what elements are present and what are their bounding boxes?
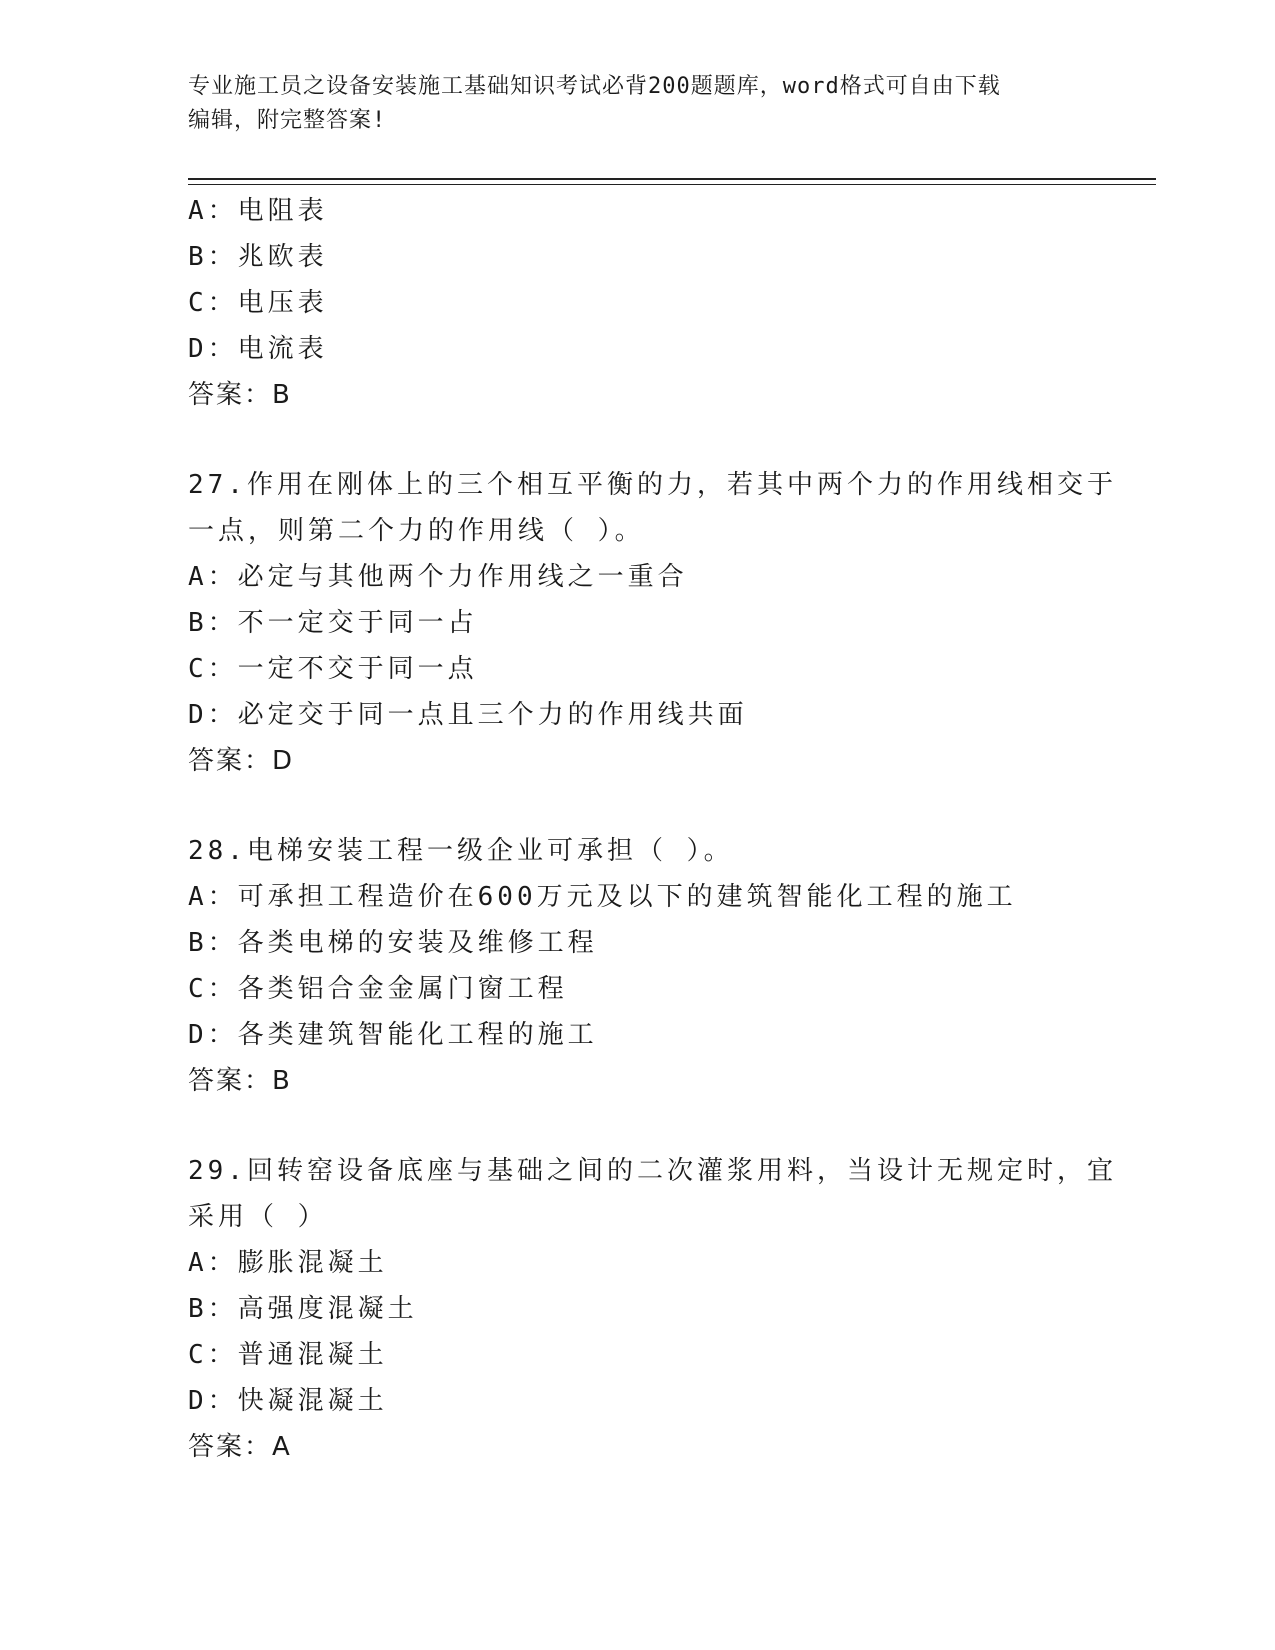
option-c: C：电压表 [188,288,328,318]
question-28 [188,828,1088,1104]
option-a: A：可承担工程造价在600万元及以下的建筑智能化工程的施工 [188,882,1017,912]
header-rule-thick [188,178,1156,180]
question-text-line-2: 采用（ ） [188,1202,328,1232]
question-spacer [188,784,1088,828]
option-c: C：普通混凝土 [188,1340,388,1370]
question-29 [188,1148,1117,1470]
question-27 [188,462,1117,784]
answer: 答案：D [188,746,295,776]
answer: 答案：B [188,380,292,410]
question-spacer [188,1104,1088,1148]
question-text-line-1: 28.电梯安装工程一级企业可承担（ ）。 [188,836,734,866]
header-title-line-2: 编辑，附完整答案! [188,108,387,133]
option-b: B：兆欧表 [188,242,328,272]
option-b: B：不一定交于同一占 [188,608,478,638]
document-header [188,70,1088,138]
option-a: A：膨胀混凝土 [188,1248,388,1278]
header-rule-thin [188,184,1156,185]
question-26 [188,188,1088,418]
answer: 答案：A [188,1432,292,1462]
option-d: D：快凝混凝土 [188,1386,388,1416]
question-spacer [188,418,1088,462]
option-c: C：各类铝合金金属门窗工程 [188,974,568,1004]
answer: 答案：B [188,1066,292,1096]
question-text-line-2: 一点，则第二个力的作用线（ ）。 [188,516,645,546]
option-b: B：高强度混凝土 [188,1294,418,1324]
option-a: A：必定与其他两个力作用线之一重合 [188,562,688,592]
option-d: D：电流表 [188,334,328,364]
header-title-line-1: 专业施工员之设备安装施工基础知识考试必背200题题库，word格式可自由下载 [188,74,1001,99]
question-text-line-1: 27.作用在刚体上的三个相互平衡的力，若其中两个力的作用线相交于 [188,470,1117,500]
option-d: D：各类建筑智能化工程的施工 [188,1020,598,1050]
option-b: B：各类电梯的安装及维修工程 [188,928,598,958]
option-a: A：电阻表 [188,196,328,226]
option-d: D：必定交于同一点且三个力的作用线共面 [188,700,748,730]
option-c: C：一定不交于同一点 [188,654,478,684]
question-list [188,188,1117,1470]
question-text-line-1: 29.回转窑设备底座与基础之间的二次灌浆用料，当设计无规定时，宜 [188,1156,1117,1186]
